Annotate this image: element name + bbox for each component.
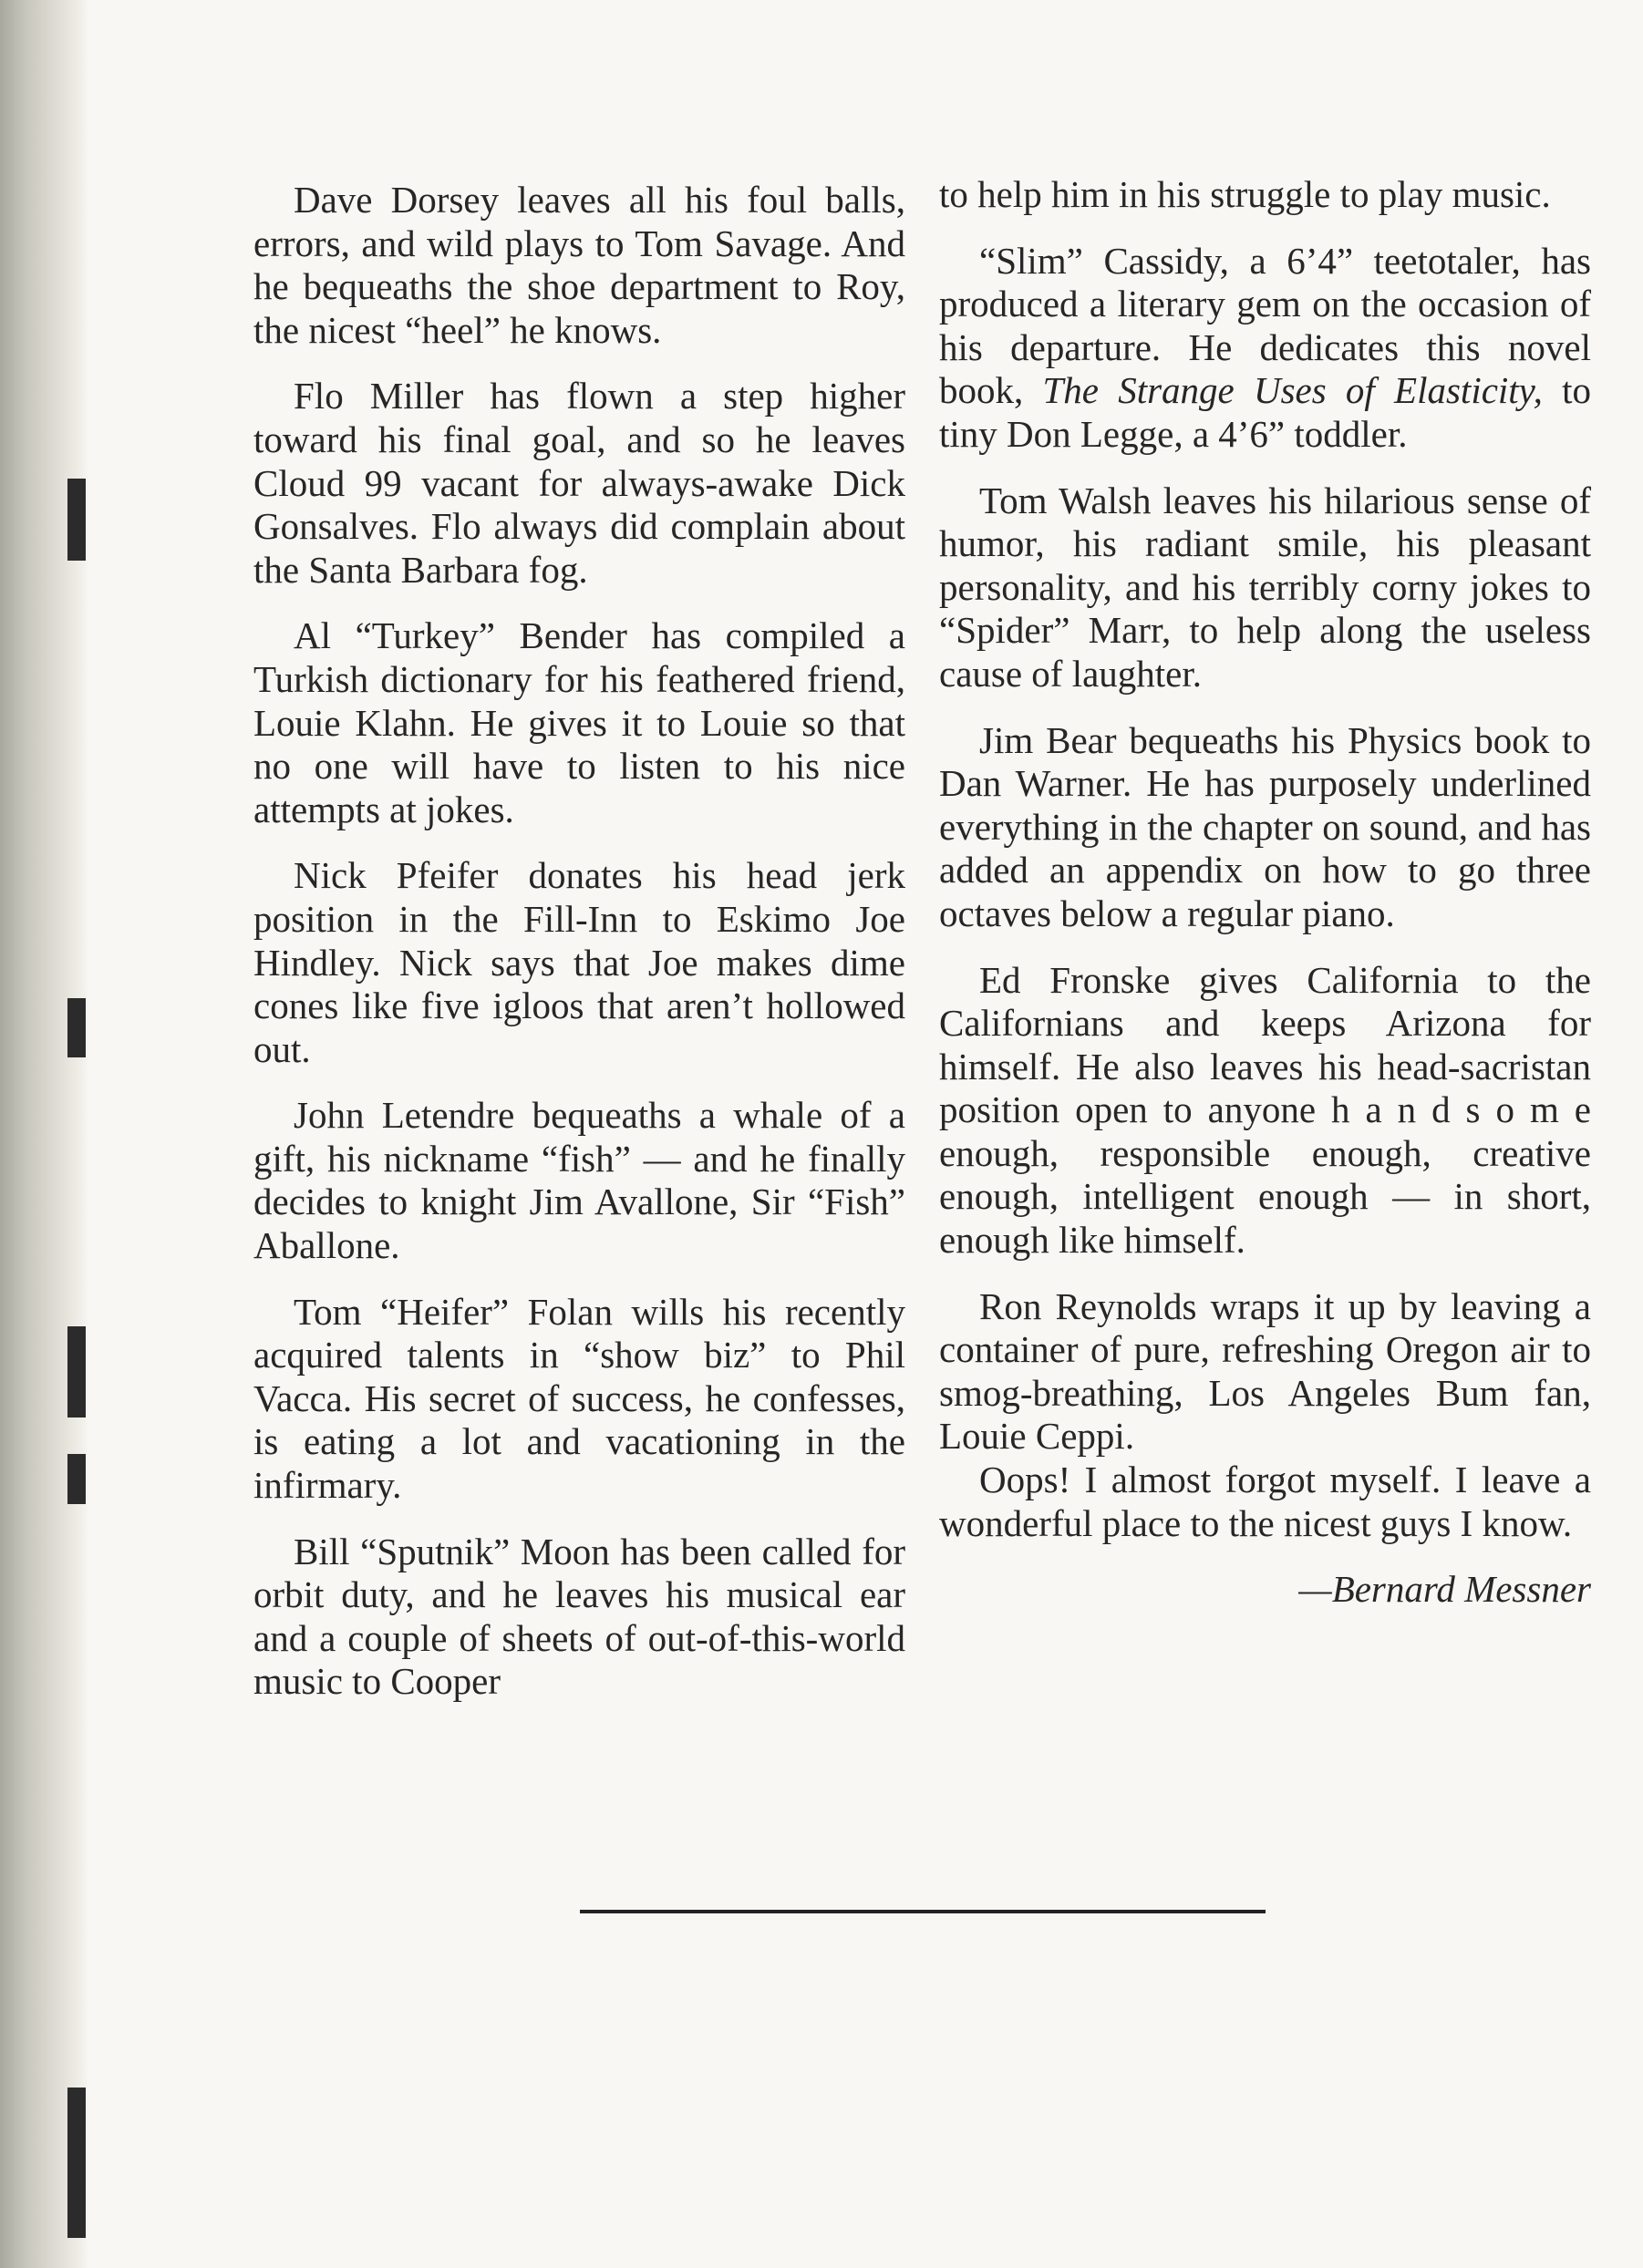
paragraph-dorsey: Dave Dorsey leaves all his foul balls, errors, and wild plays to Tom Savage. And he bequeaths the shoe department to Roy, the nicest “heel” he knows. (253, 179, 905, 351)
cassidy-text-end: to tiny Don Legge, a 4’6” toddler. (939, 369, 1591, 455)
left-column (253, 179, 905, 1727)
cassidy-text: “Slim” Cassidy, a 6’4” teetotaler, has produced a literary gem on the occasion of his departure. He dedicates this novel book, (939, 239, 1591, 412)
paragraph-letendre: John Letendre bequeaths a whale of a gift, his nickname “fish” — and he finally decides to knight Jim Avallone, Sir “Fish” Aballone. (253, 1094, 905, 1267)
book-title: The Strange Uses of Elasticity, (1042, 369, 1543, 412)
paragraph-walsh: Tom Walsh leaves his hilarious sense of humor, his radiant smile, his pleasant personality, and his terribly corny jokes to “Spider” Marr, to help along the useless cause of laughter. (939, 479, 1591, 695)
paragraph-miller: Flo Miller has flown a step higher toward his final goal, and so he leaves Cloud 99 vacant for always-awake Dick Gonsalves. Flo always did complain about the Santa Barbara fog. (253, 375, 905, 591)
paragraph-reynolds: Ron Reynolds wraps it up by leaving a container of pure, refreshing Oregon air to smog-breathing, Los Angeles Bum fan, Louie Ceppi. (939, 1284, 1591, 1458)
paragraph-moon: Bill “Sputnik” Moon has been called for orbit duty, and he leaves his musical ear and a couple of sheets of out-of-this-world music to Cooper (253, 1530, 905, 1703)
paragraph-fronske: Ed Fronske gives California to the Californians and keeps Arizona for himself. He also leaves his head-sacristan position open to anyone h a n d s o m e enough, responsible enough, creative enough, intelligent enough — in short, enough like himself. (939, 958, 1591, 1262)
edge-mark (67, 1326, 86, 1418)
author-signature: —Bernard Messner (1298, 1568, 1591, 1611)
binding-edge (0, 0, 88, 2268)
divider-rule (580, 1910, 1266, 1913)
paragraph-folan: Tom “Heifer” Folan wills his recently acquired talents in “show biz” to Phil Vacca. His secret of success, he confesses, is eating a lot and vacationing in the infirmary. (253, 1290, 905, 1507)
right-column (939, 173, 1591, 1612)
paragraph-continuation: to help him in his struggle to play music. (939, 173, 1551, 215)
edge-mark (67, 479, 86, 561)
edge-mark (67, 2088, 86, 2238)
paragraph-pfeifer: Nick Pfeifer donates his head jerk position in the Fill-Inn to Eskimo Joe Hindley. Nick says that Joe makes dime cones like five igloos that aren’t hollowed out. (253, 854, 905, 1070)
edge-mark (67, 1454, 86, 1504)
paragraph-bender: Al “Turkey” Bender has compiled a Turkish dictionary for his feathered friend, Louie Klahn. He gives it to Louie so that no one will have to listen to his nice attempts at jokes. (253, 614, 905, 830)
page (88, 0, 1643, 2268)
paragraph-cassidy (939, 240, 1591, 457)
paragraph-closing: Oops! I almost forgot myself. I leave a wonderful place to the nicest guys I know. (939, 1459, 1591, 1544)
edge-mark (67, 998, 86, 1057)
paragraph-bear: Jim Bear bequeaths his Physics book to Dan Warner. He has purposely underlined everything in the chapter on sound, and has added an appendix on how to go three octaves below a regular piano. (939, 718, 1591, 934)
